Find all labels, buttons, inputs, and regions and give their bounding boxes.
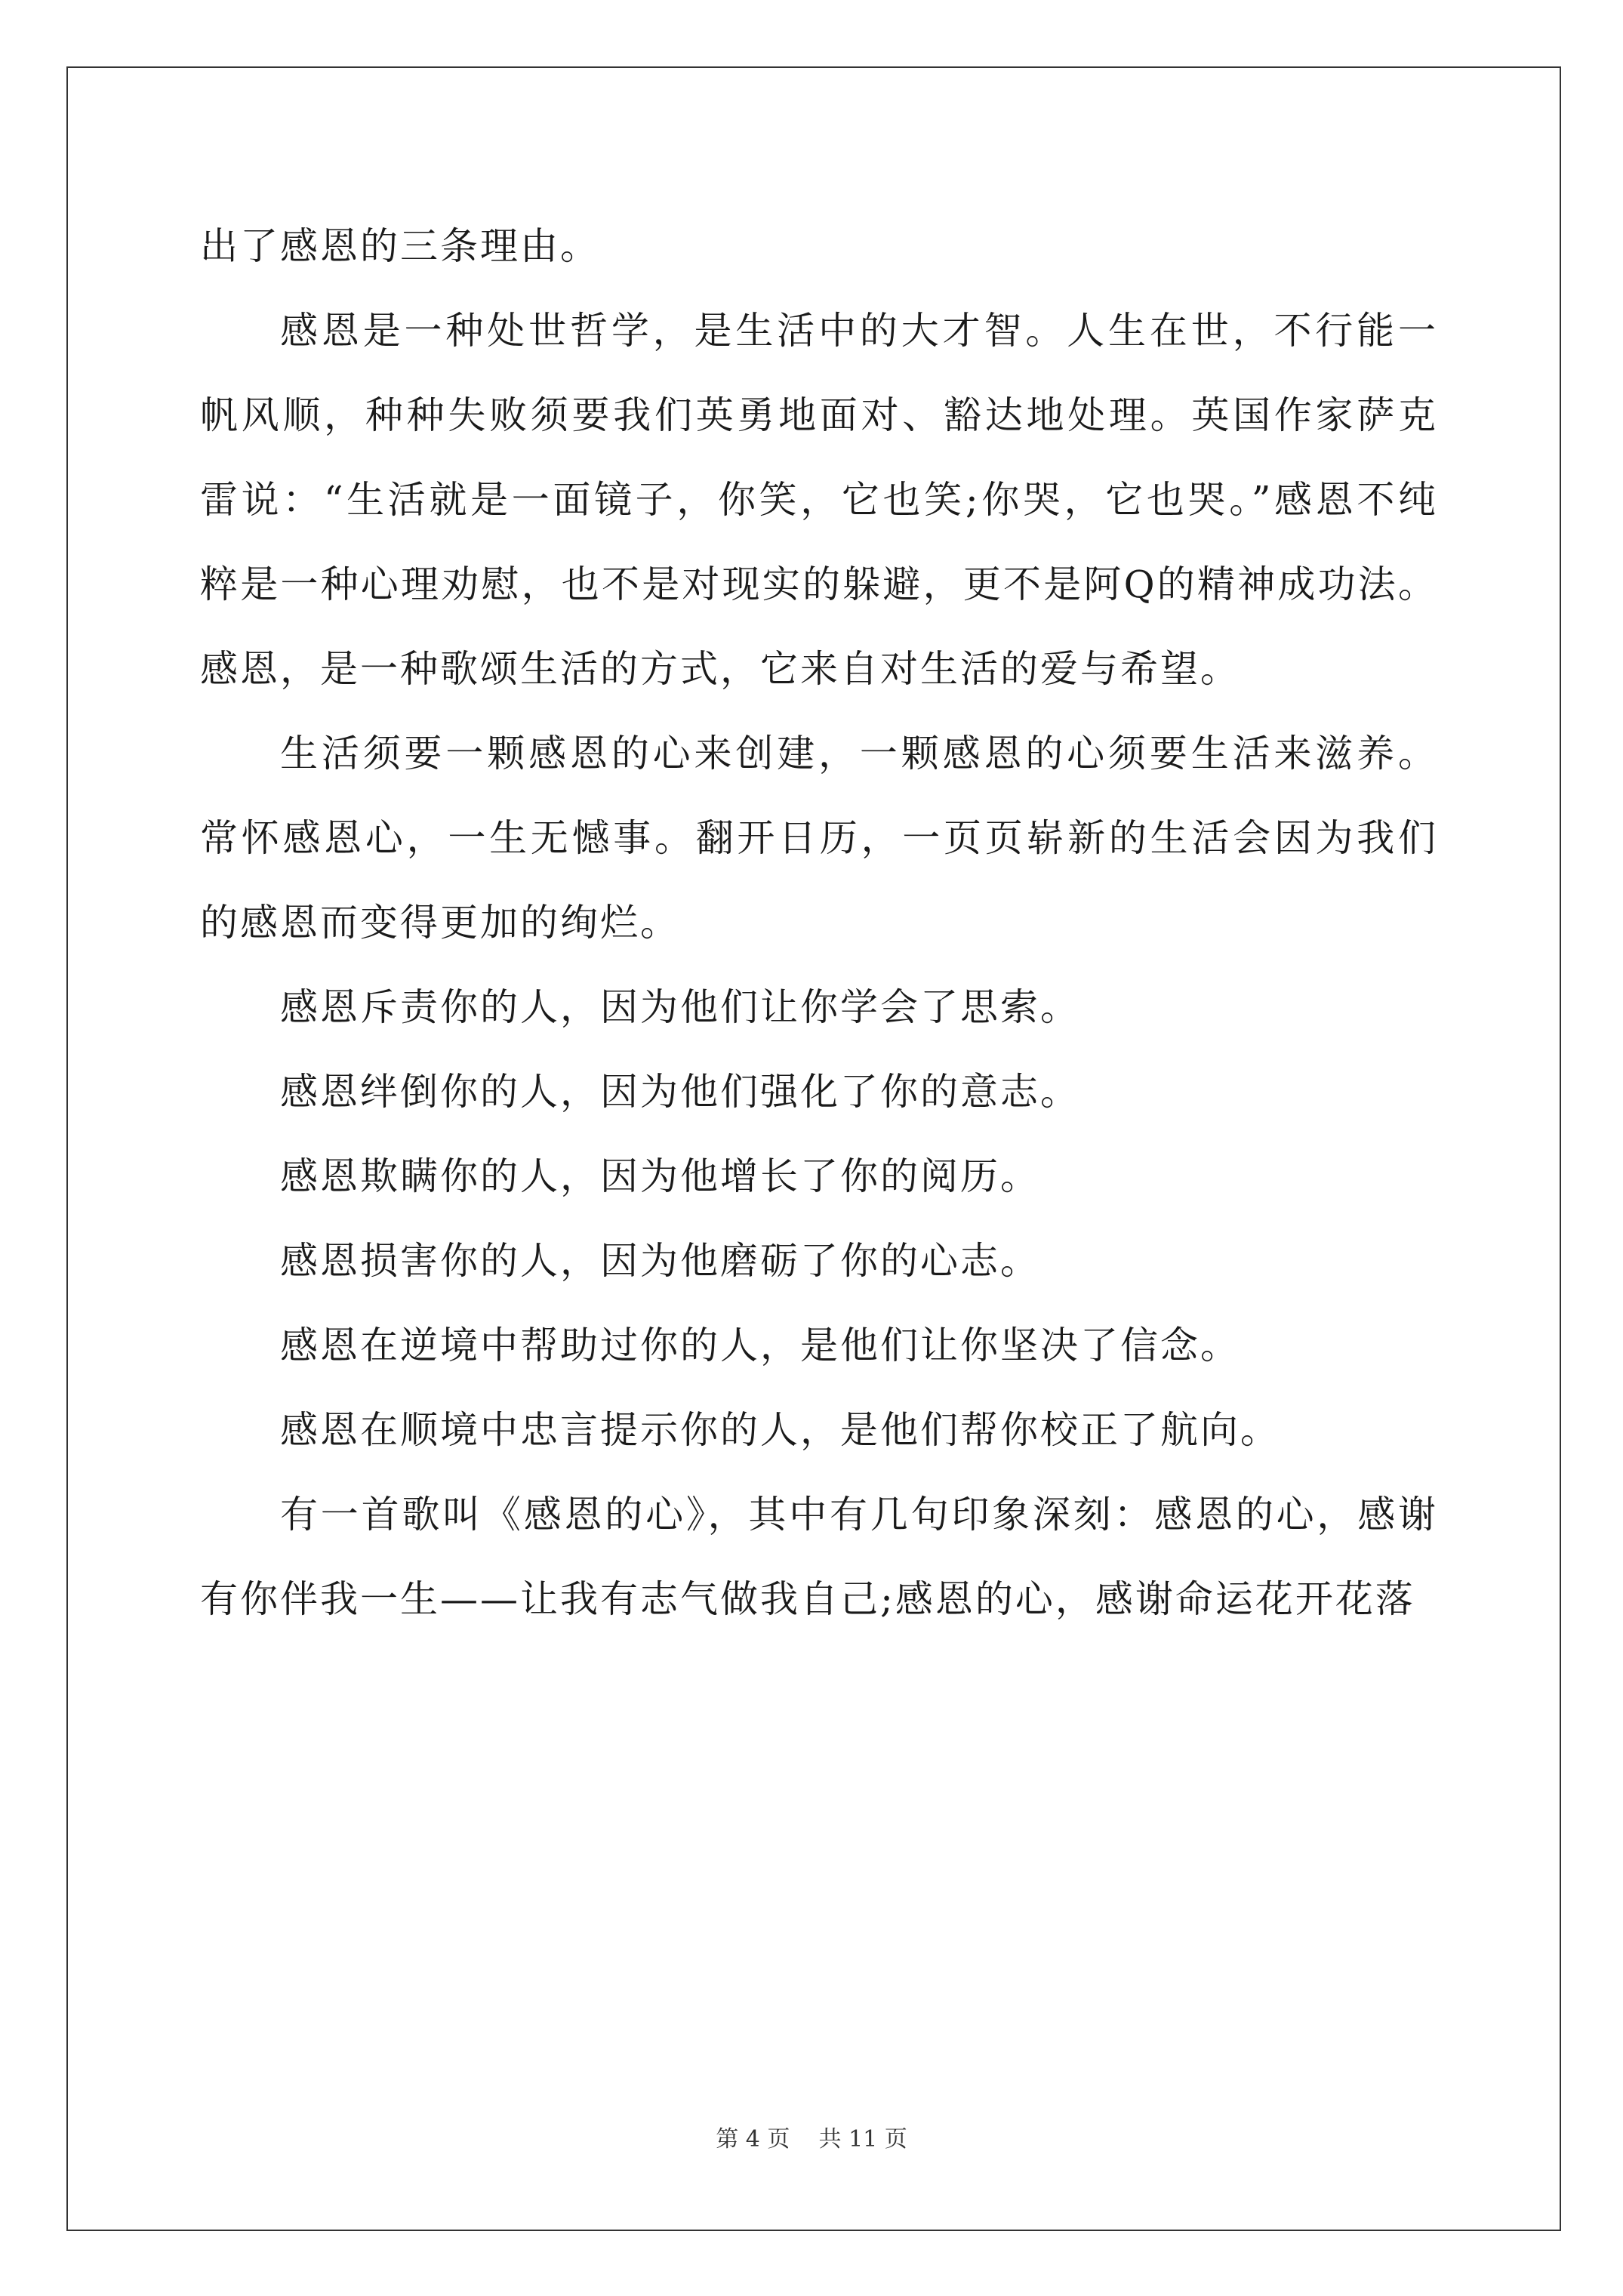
paragraph-3: 生活须要一颗感恩的心来创建，一颗感恩的心须要生活来滋养。常怀感恩心，一生无憾事。翻开日历，一页页崭新的生活会因为我们的感恩而变得更加的绚烂。: [200, 732, 1438, 945]
footer-spacer: [790, 2126, 818, 2153]
paragraph-9: 感恩在顺境中忠言提示你的人，是他们帮你校正了航向。: [280, 1408, 1280, 1452]
paragraph-2: 感恩是一种处世哲学，是生活中的大才智。人生在世，不行能一帆风顺，种种失败须要我们英勇地面对、豁达地处理。英国作家萨克雷说：“生活就是一面镜子，你笑，它也笑;你哭，它也哭。”感恩不纯粹是一种心理劝慰，也不是对现实的躲避，更不是阿Q的精神成功法。感恩，是一种歌颂生活的方式，它来自对生活的爱与希望。: [200, 309, 1438, 691]
paragraph-10: 有一首歌叫《感恩的心》，其中有几句印象深刻：感恩的心，感谢有你伴我一生——让我有志气做我自己;感恩的心，感谢命运花开花落: [200, 1493, 1438, 1621]
paragraph-4: 感恩斥责你的人，因为他们让你学会了思索。: [280, 985, 1080, 1029]
page-number: 第 4 页: [716, 2126, 790, 2153]
paragraph-5: 感恩绊倒你的人，因为他们强化了你的意志。: [280, 1070, 1080, 1114]
document-body: [200, 204, 1438, 1641]
paragraph-1: 出了感恩的三条理由。: [200, 224, 600, 268]
paragraph-6: 感恩欺瞒你的人，因为他增长了你的阅历。: [280, 1154, 1040, 1198]
page-footer: [0, 2120, 1623, 2153]
paragraph-7: 感恩损害你的人，因为他磨砺了你的心志。: [280, 1239, 1040, 1283]
page-total: 共 11 页: [818, 2126, 907, 2153]
paragraph-8: 感恩在逆境中帮助过你的人，是他们让你坚决了信念。: [280, 1324, 1240, 1367]
